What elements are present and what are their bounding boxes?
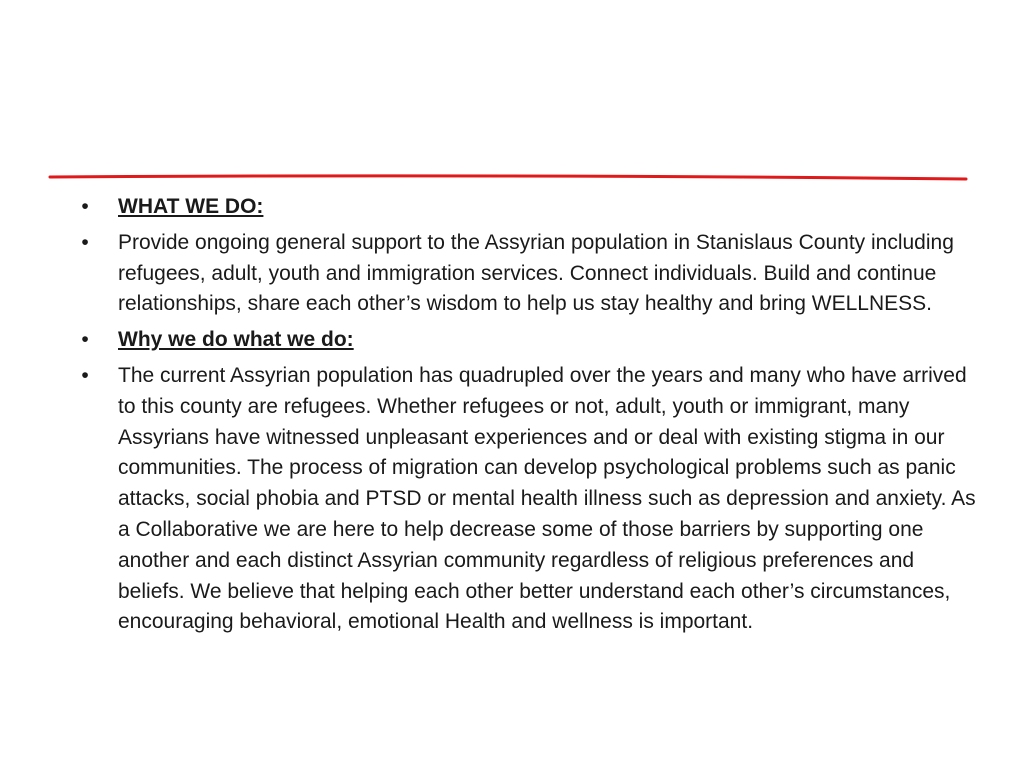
section-heading-why-we-do: Why we do what we do: [118, 328, 354, 352]
paragraph-why-we-do: The current Assyrian population has quadrupled over the years and many who have arrived to this county are refugees. Whether refugees or not, adult, youth or immigrant, many Assyrians have witnessed unpleasant experiences and or deal with existing stigma in our communities. The process of migration can develop psychological problems such as panic attacks, social phobia and PTSD or mental health illness such as depression and anxiety. As a Collaborative we are here to help decrease some of those barriers by supporting one another and each distinct Assyrian community regardless of religious preferences and beliefs. We believe that helping each other better understand each other’s circumstances, encouraging behavioral, emotional Health and wellness is important. [118, 363, 976, 634]
bullet-dot-icon: • [81, 195, 89, 218]
section-heading-what-we-do: WHAT WE DO: [118, 195, 264, 218]
bullet-item [0, 192, 1024, 223]
bullet-dot-icon: • [81, 363, 89, 387]
bullet-list [0, 192, 1024, 643]
bullet-item [0, 361, 1024, 638]
bullet-dot-icon: • [81, 328, 89, 352]
bullet-dot-icon: • [81, 230, 89, 254]
bullet-item [0, 228, 1024, 320]
divider-stroke [50, 176, 966, 179]
bullet-item [0, 325, 1024, 356]
paragraph-what-we-do: Provide ongoing general support to the Assyrian population in Stanislaus County including refugees, adult, youth and immigration services. Connect individuals. Build and continue relationships, share each other’s wisdom to help us stay healthy and bring WELLNESS. [118, 230, 954, 316]
red-divider-line [48, 168, 968, 184]
